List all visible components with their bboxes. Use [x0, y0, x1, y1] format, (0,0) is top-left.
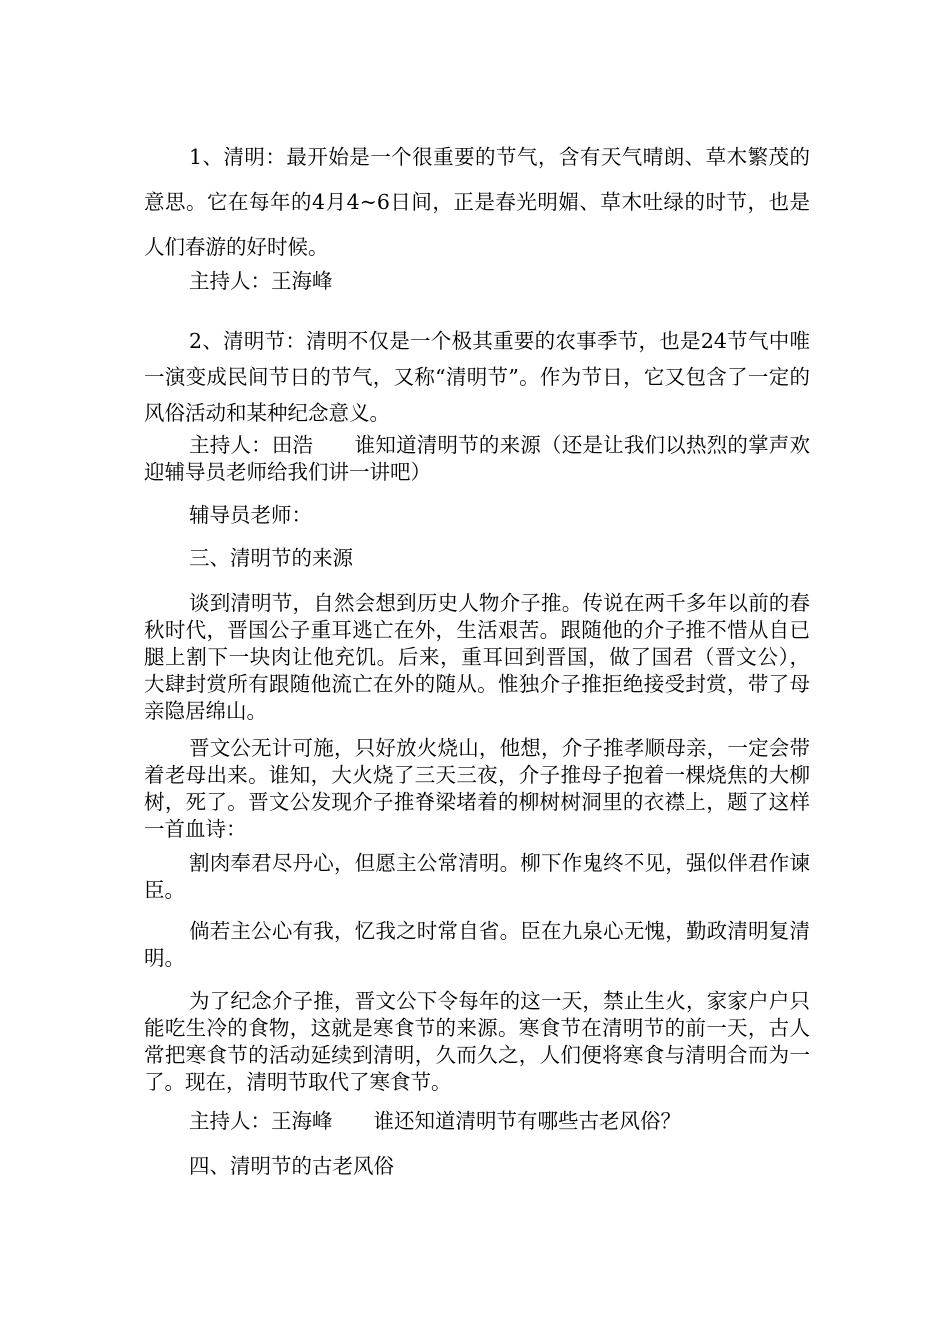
paragraph-blood-poem-2: 倘若主公心有我，忆我之时常自省。臣在九泉心无愧，勤政清明复清明。	[144, 919, 810, 970]
paragraph-cold-food-festival: 为了纪念介子推，晋文公下令每年的这一天，禁止生火，家家户户只能吃生冷的食物，这就是寒食节的来源。寒食节在清明节的前一天，古人常把寒食节的活动延续到清明，久而久之，人们便将寒食与清明合而为一了。现在，清明节取代了寒食节。	[144, 989, 810, 1094]
paragraph-duke-wen-fire: 晋文公无计可施，只好放火烧山，他想，介子推孝顺母亲，一定会带着老母出来。谁知，大火烧了三天三夜，介子推母子抱着一棵烧焦的大柳树，死了。晋文公发现介子推脊梁堵着的柳树树洞里的衣襟上，题了这样一首血诗：	[144, 736, 810, 841]
paragraph-counselor: 辅导员老师：	[189, 503, 312, 527]
paragraph-qingming-solar-term: 1、清明：最开始是一个很重要的节气，含有天气晴朗、草木繁茂的意思。它在每年的4月4~6日间，正是春光明媚、草木吐绿的时节，也是人们春游的好时候。	[144, 145, 810, 259]
paragraph-host-wang-haifeng-1: 主持人：王海峰	[189, 269, 333, 293]
paragraph-jie-zitui-story: 谈到清明节，自然会想到历史人物介子推。传说在两千多年以前的春秋时代，晋国公子重耳逃亡在外，生活艰苦。跟随他的介子推不惜从自已腿上割下一块肉让他充饥。后来，重耳回到晋国，做了国君（晋文公），大肆封赏所有跟随他流亡在外的随从。惟独介子推拒绝接受封赏，带了母亲隐居绵山。	[144, 591, 810, 723]
paragraph-qingming-festival: 2、清明节：清明不仅是一个极其重要的农事季节，也是24节气中唯一演变成民间节日的节气，又称“清明节”。作为节日，它又包含了一定的风俗活动和某种纪念意义。	[144, 329, 810, 425]
paragraph-blood-poem-1: 割肉奉君尽丹心，但愿主公常清明。柳下作鬼终不见，强似伴君作谏臣。	[144, 851, 810, 902]
heading-origin: 三、清明节的来源	[189, 546, 353, 570]
paragraph-host-tian-hao: 主持人：田浩 谁知道清明节的来源（还是让我们以热烈的掌声欢迎辅导员老师给我们讲一讲吧）	[144, 433, 810, 484]
heading-ancient-customs: 四、清明节的古老风俗	[189, 1154, 394, 1178]
paragraph-host-wang-haifeng-2: 主持人：王海峰 谁还知道清明节有哪些古老风俗？	[189, 1109, 681, 1133]
